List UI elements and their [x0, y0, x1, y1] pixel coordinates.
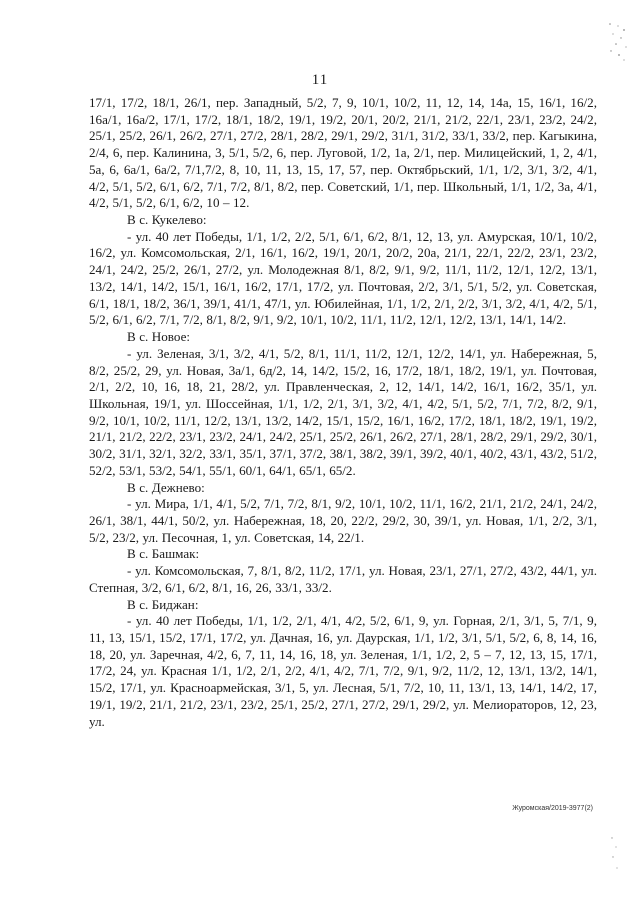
village-heading: В с. Башмак: [127, 546, 200, 562]
address-paragraph: - ул. Комсомольская, 7, 8/1, 8/2, 11/2, 17/1, ул. Новая, 23/1, 27/1, 27/2, 43/2, 44/1, ул. Степная, 3/2, 6/1, 6/2, 8/1, 16, 26, 33/1, 33/2. [89, 563, 597, 595]
address-paragraph: - ул. Мира, 1/1, 4/1, 5/2, 7/1, 7/2, 8/1, 9/2, 10/1, 10/2, 11/1, 16/2, 21/1, 21/2, 24/1, 24/2, 26/1, 38/1, 44/1, 50/2, ул. Набережная, 18, 20, 22/2, 29/2, 30, 39/1, ул. Новая, 1/1, 2/2, 3/1, 5/2, 23/2, ул. Песочная, 1, ул. Советская, 14, 22/1. [89, 496, 597, 545]
address-paragraph: 17/1, 17/2, 18/1, 26/1, пер. Западный, 5/2, 7, 9, 10/1, 10/2, 11, 12, 14, 14а, 15, 16/1, 16/2, 16а/1, 16а/2, 17/1, 17/2, 18/1, 18/2, 19/1, 19/2, 20/1, 20/2, 21/1, 21/2, 22/1, 23/1, 23/2, 24/2, 25/1, 25/2, 26/1, 26/2, 27/1, 27/2, 28/1, 28/2, 29/1, 29/2, 31/1, 31/2, 33/1, 33/2, пер. Кагыкина, 2/4, 6, пер. Калинина, 3, 5/1, 5/2, 6, пер. Луговой, 1/2, 1а, 2/1, пер. Милицейский, 1, 2, 4/1, 5а, 6, 6а/1, 6а/2, 7/1,7/2, 8, 10, 11, 13, 15, 17, 57, пер. Октябрьский, 1/1, 1/2, 3/1, 3/2, 4/1, 4/2, 5/1, 5/2, 6/1, 6/2, 7/1, 7/2, 8/1, 8/2, пер. Советский, 1/1, пер. Школьный, 1/1, 1/2, 3а, 4/1, 4/2, 5/1, 5/2, 6/1, 6/2, 10 – 12. [89, 95, 597, 211]
document-body [89, 95, 597, 730]
village-heading: В с. Новое: [127, 329, 191, 345]
address-paragraph: - ул. 40 лет Победы, 1/1, 1/2, 2/1, 4/1, 4/2, 5/2, 6/1, 9, ул. Горная, 2/1, 3/1, 5, 7/1, 9, 11, 13, 15/1, 15/2, 17/1, 17/2, ул. Дачная, 16, ул. Даурская, 1/1, 1/2, 3/1, 5/1, 5/2, 6, 8, 14, 16, 18, 20, ул. Заречная, 4/2, 6, 7, 11, 14, 16, 18, ул. Зеленая, 1/1, 1/2, 2, 5 – 7, 12, 13, 15, 17/1, 17/2, 24, ул. Красная 1/1, 1/2, 2/1, 2/2, 4/1, 4/2, 7/1, 7/2, 9/1, 9/2, 11/2, 12, 13/1, 13/2, 14/1, 15/2, 17/1, ул. Красноармейская, 3/1, 5, ул. Лесная, 5/1, 7/2, 10, 11, 13/1, 13, 14/1, 14/2, 17, 19/1, 19/2, 21/1, 21/2, 23/1, 23/2, 25/1, 25/2, 27/1, 27/2, 29/1, 29/2, ул. Мелиораторов, 12, 23, ул. [89, 613, 597, 729]
village-heading: В с. Дежнево: [127, 479, 205, 495]
page-number: 11 [311, 72, 329, 88]
address-paragraph: - ул. Зеленая, 3/1, 3/2, 4/1, 5/2, 8/1, 11/1, 11/2, 12/1, 12/2, 14/1, ул. Набережная, 5, 8/2, 25/2, 29, ул. Новая, 3а/1, 6д/2, 14, 14/2, 15/2, 16, 17/2, 18/1, 18/2, 19/1, ул. Почтовая, 2/1, 2/2, 10, 16, 18, 21, 28/2, ул. Правленческая, 2, 12, 14/1, 14/2, 16/1, 16/2, 35/1, ул. Школьная, 19/1, ул. Шоссейная, 1/1, 1/2, 2/1, 3/1, 3/2, 4/1, 4/2, 5/1, 5/2, 7/1, 7/2, 8/2, 9/1, 9/2, 10/1, 10/2, 11/1, 12/2, 13/1, 13/2, 14/2, 15/1, 15/2, 16/1, 16/2, 17/2, 18/1, 18/2, 19/1, 19/2, 21/1, 21/2, 22/2, 23/1, 23/2, 24/1, 24/2, 25/1, 25/2, 26/1, 26/2, 27/1, 28/1, 28/2, 29/1, 29/2, 30/1, 30/2, 31/1, 32/1, 32/2, 33/1, 35/1, 37/1, 37/2, 38/1, 38/2, 39/1, 39/2, 40/1, 40/2, 43/1, 43/2, 51/2, 52/2, 53/1, 53/2, 54/1, 55/1, 60/1, 64/1, 65/1, 65/2. [89, 345, 597, 478]
village-heading: В с. Биджан: [127, 596, 199, 612]
scan-noise-marks [608, 835, 620, 875]
document-reference-code: Журомская/2019-3977(2) [512, 805, 593, 812]
village-heading: В с. Кукелево: [127, 212, 207, 228]
scan-noise-marks [604, 20, 630, 64]
address-paragraph: - ул. 40 лет Победы, 1/1, 1/2, 2/2, 5/1, 6/1, 6/2, 8/1, 12, 13, ул. Амурская, 10/1, 10/2, 16/2, ул. Комсомольская, 2/1, 16/1, 16/2, 19/1, 20/1, 20/2, 20а, 21/1, 22/1, 22/2, 23/1, 23/2, 24/1, 24/2, 25/2, 26/1, 27/2, ул. Молодежная 8/1, 8/2, 9/1, 9/2, 11/1, 11/2, 12/1, 12/2, 13/1, 13/2, 14/1, 14/2, 15/1, 16/1, 16/2, 17/1, 17/2, ул. Почтовая, 2/2, 3/1, 5/1, 5/2, ул. Советская, 6/1, 18/1, 18/2, 36/1, 39/1, 41/1, 47/1, ул. Юбилейная, 1/1, 1/2, 2/1, 2/2, 3/1, 3/2, 4/1, 4/2, 5/1, 5/2, 6/1, 6/2, 7/1, 7/2, 8/1, 8/2, 9/1, 9/2, 10/1, 10/2, 11/1, 11/2, 12/1, 12/2, 13/1, 14/1, 14/2. [89, 228, 597, 328]
